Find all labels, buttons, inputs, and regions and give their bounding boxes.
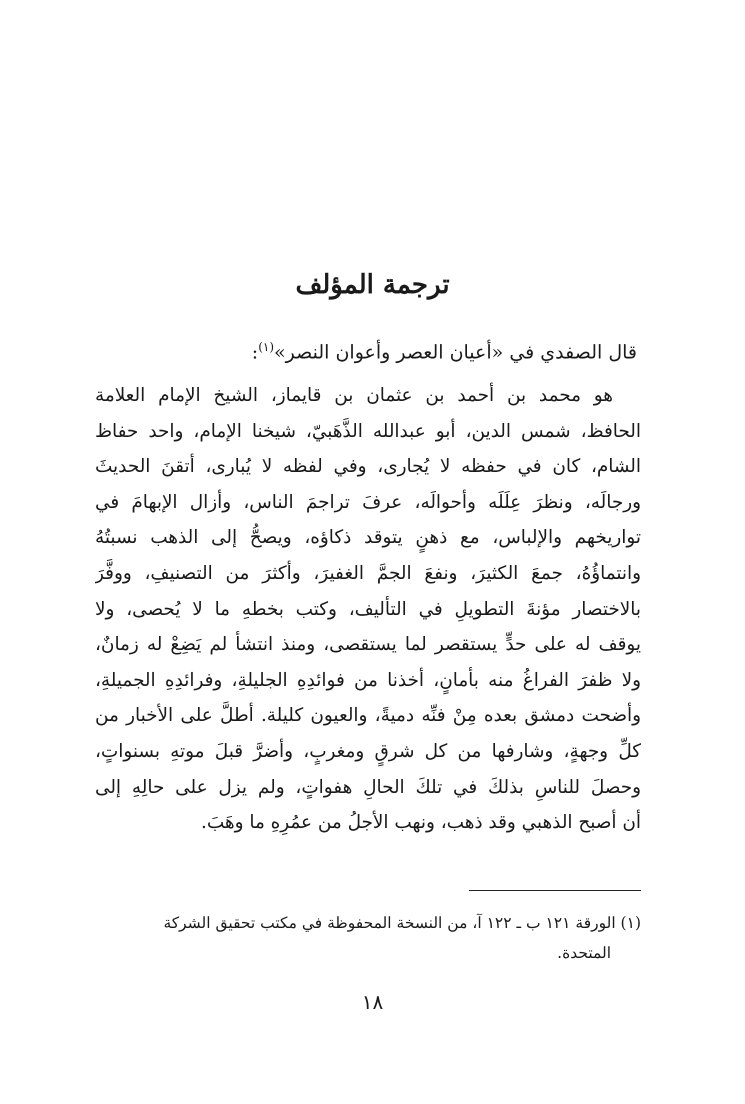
footnote-divider bbox=[469, 890, 641, 891]
page-title: ترجمة المؤلف bbox=[295, 270, 450, 300]
intro-text: قال الصفدي في «أعيان العصر وأعوان النصر» bbox=[274, 341, 637, 364]
biography-paragraph bbox=[95, 378, 641, 841]
footnote-line: المتحدة. bbox=[557, 944, 611, 962]
paragraph-line: الشام، كان في حفظه لا يُجارى، وفي لفظه لا يُبارى، أتقنَ الحديثَ bbox=[95, 456, 641, 478]
paragraph-line: كلِّ وجهةٍ، وشارفها من كل شرقٍ ومغربٍ، وأضرَّ قبلَ موتهِ بسنواتٍ، bbox=[95, 740, 641, 762]
paragraph-line: وانتماؤُهُ، جمعَ الكثيرَ، ونفعَ الجمَّ الغفيرَ، وأكثرَ من التصنيفِ، ووفَّرَ bbox=[95, 562, 641, 584]
paragraph-line: الحافظ، شمس الدين، أبو عبدالله الذَّهَبيّ، شيخنا الإمام، واحد حفاظ bbox=[95, 420, 641, 442]
page-number: ١٨ bbox=[361, 990, 384, 1014]
footnote-line: (١) الورقة ١٢١ ب ـ ١٢٢ آ، من النسخة المحفوظة في مكتب تحقيق الشركة bbox=[163, 914, 641, 932]
footnote bbox=[95, 908, 641, 968]
paragraph-line: بالاختصار مؤنةَ التطويلِ في التأليف، وكتب بخطهِ ما لا يُحصى، ولا bbox=[95, 598, 641, 620]
paragraph-line: ورجالَه، ونظرَ عِلَلَه وأحوالَه، عرفَ تراجمَ الناس، وأزال الإبهامَ في bbox=[95, 491, 641, 513]
paragraph-line: هو محمد بن أحمد بن عثمان بن قايماز، الشيخ الإمام العلامة bbox=[95, 385, 613, 406]
intro-suffix: : bbox=[251, 341, 259, 364]
paragraph-line: أن أصبح الذهبي وقد ذهب، ونهب الأجلُ من عمُرِهِ ما وهَبَ. bbox=[201, 812, 641, 834]
paragraph-line: يوقف له على حدٍّ يستقصر لما يستقصى، ومنذ انتشأ لم يَضِعْ له زمانٌ، bbox=[95, 634, 641, 656]
paragraph-line: تواريخهم والإلباس، مع ذهنٍ يتوقد ذكاؤه، ويصحُّ إلى الذهب نسبتُهُ bbox=[95, 527, 641, 549]
paragraph-line: وأضحت دمشق بعده مِنْ فنِّه دميةً، والعيون كليلة. أطلَّ على الأخبار من bbox=[95, 705, 641, 727]
intro-line bbox=[252, 340, 637, 363]
paragraph-line: ولا ظفرَ الفراغُ منه بأمانٍ، أخذنا من فوائدِهِ الجليلةِ، وفرائدِهِ الجميلةِ، bbox=[95, 669, 641, 691]
paragraph-line: وحصلَ للناسِ بذلكَ في تلكَ الحالِ هفواتٍ، ولم يزل على حالِهِ إلى bbox=[95, 776, 641, 798]
footnote-marker[interactable]: (١) bbox=[258, 340, 275, 354]
